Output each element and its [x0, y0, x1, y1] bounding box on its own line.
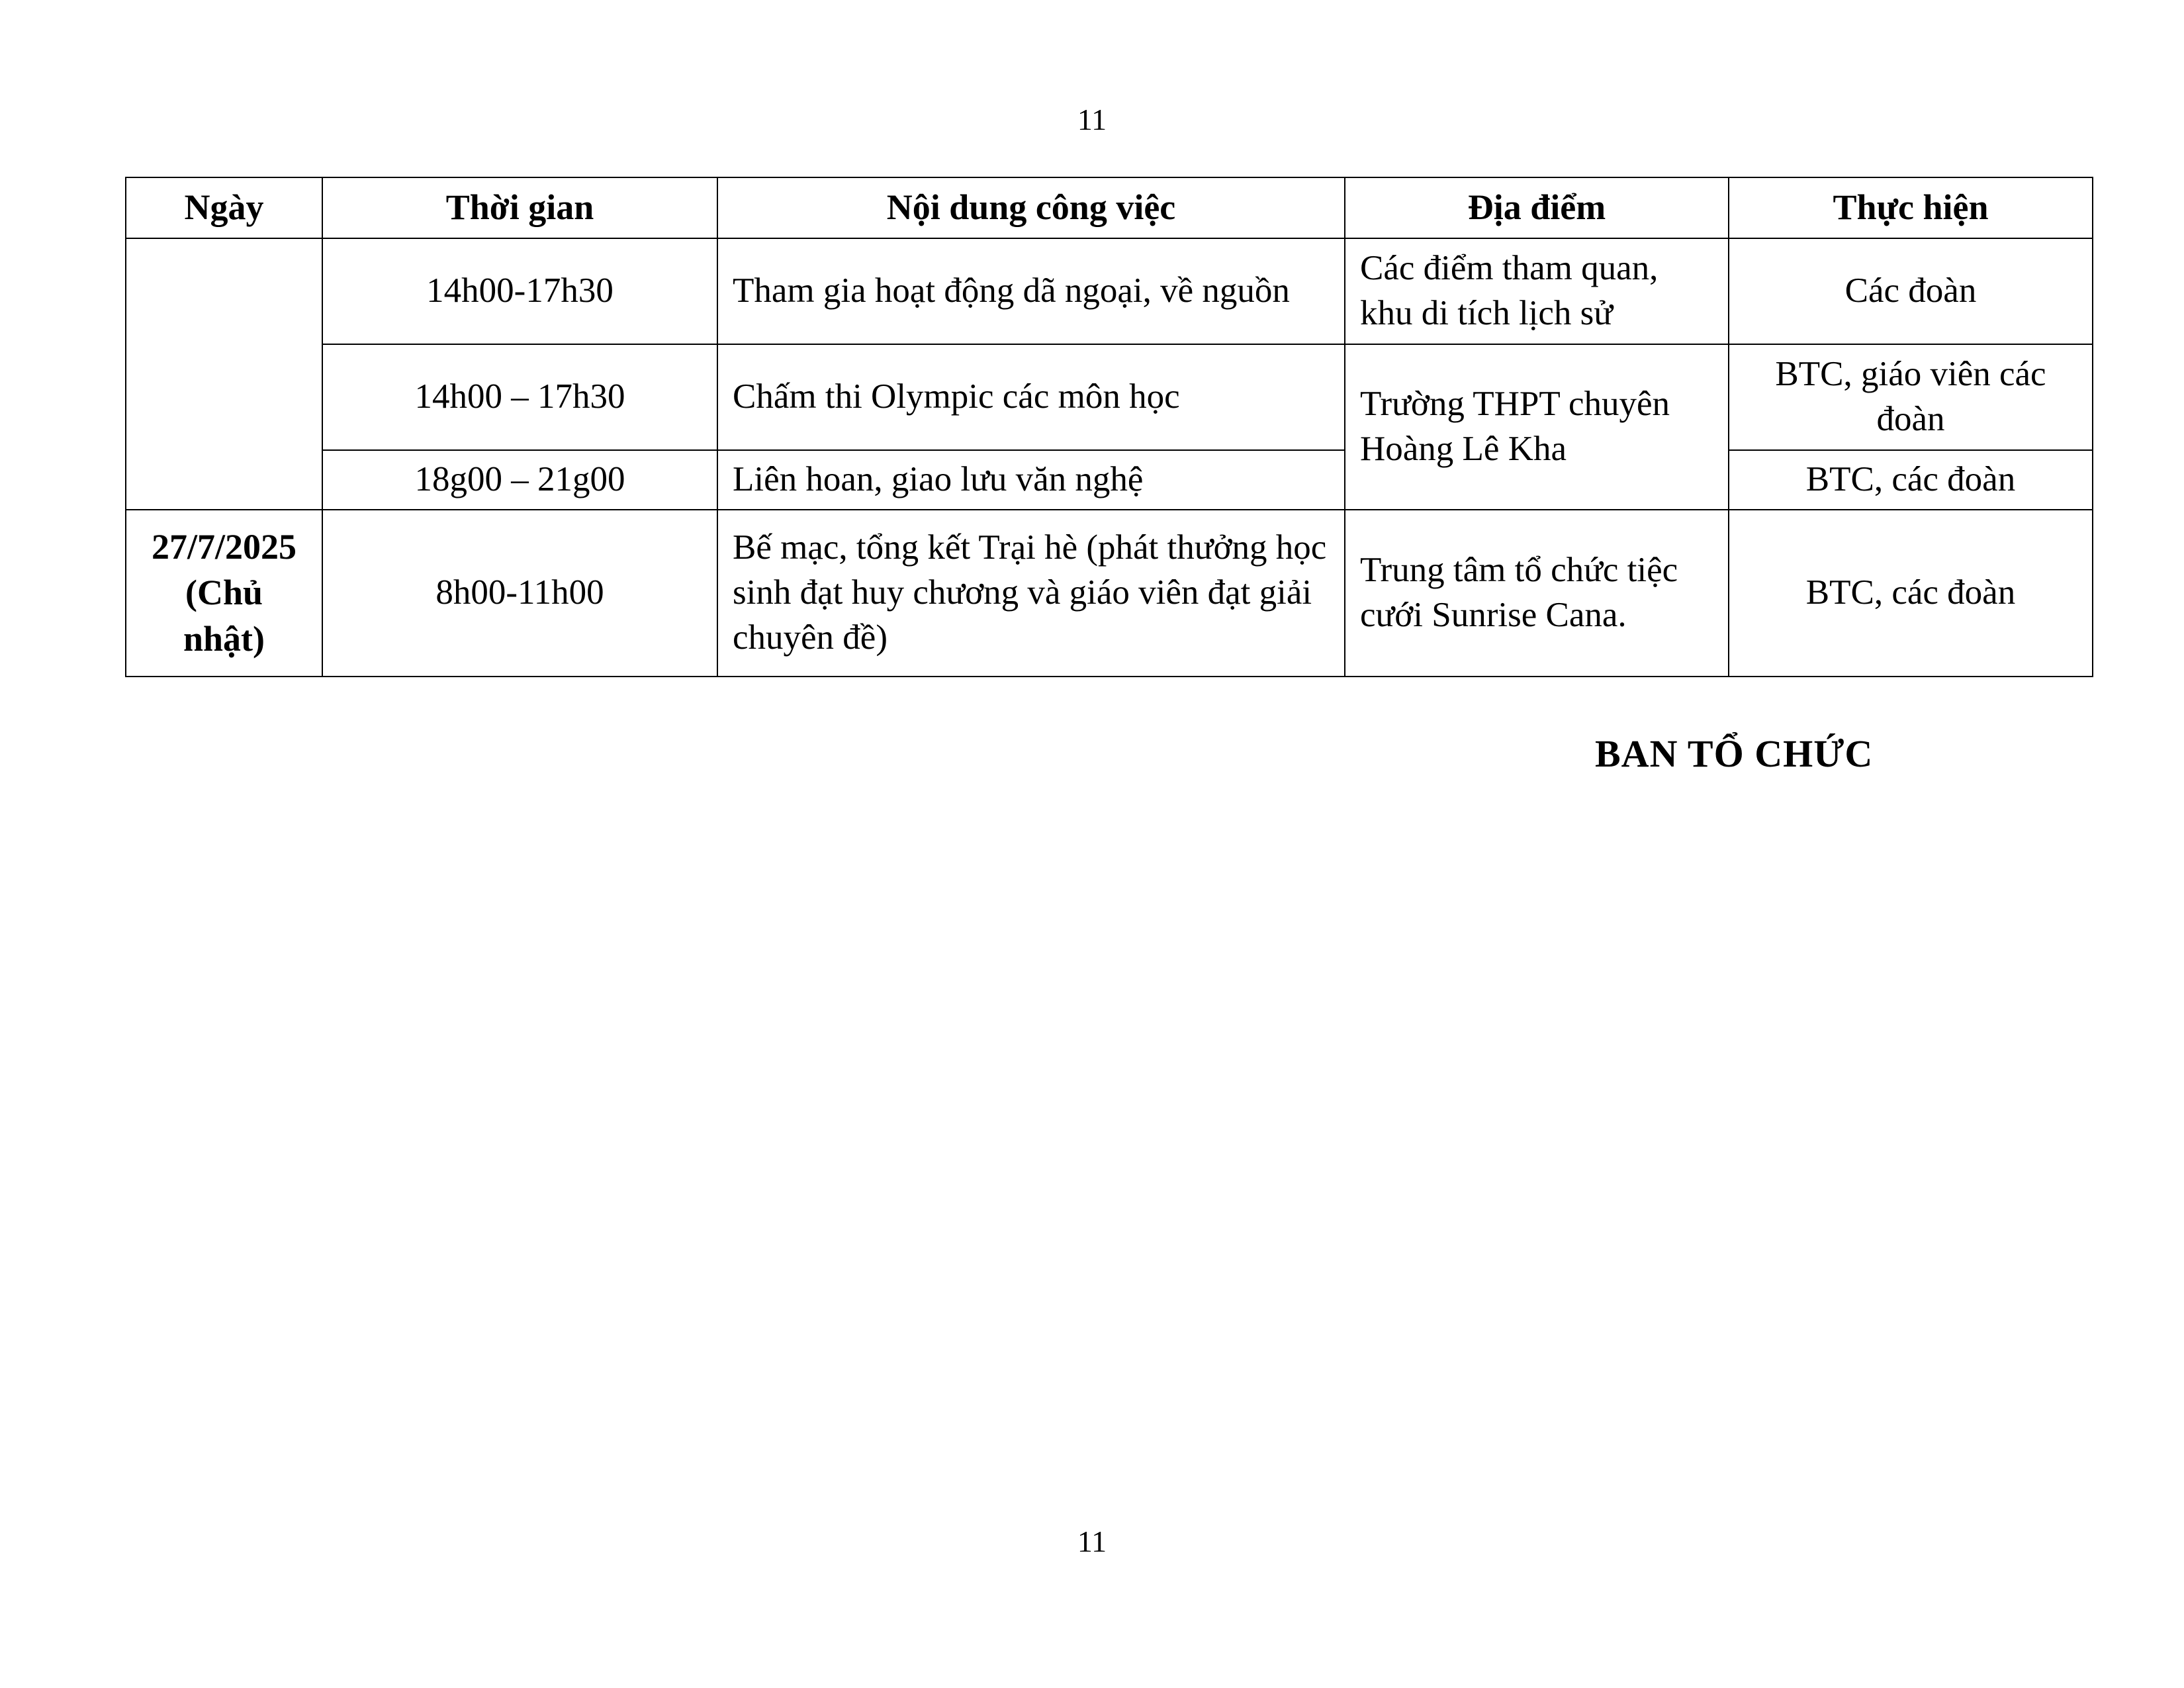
- date-cell: 27/7/2025 (Chủ nhật): [126, 510, 322, 677]
- content-cell: Chấm thi Olympic các môn học: [717, 344, 1345, 450]
- header-ngay: Ngày: [126, 177, 322, 238]
- performer-cell: BTC, các đoàn: [1729, 510, 2093, 677]
- table-row: [126, 238, 2093, 344]
- performer-cell: Các đoàn: [1729, 238, 2093, 344]
- venue-cell: Trung tâm tổ chức tiệc cưới Sunrise Cana.: [1345, 510, 1729, 677]
- header-thoi-gian: Thời gian: [322, 177, 717, 238]
- performer-cell: BTC, các đoàn: [1729, 450, 2093, 510]
- date-cell-empty: [126, 238, 322, 510]
- time-cell: 14h00-17h30: [322, 238, 717, 344]
- content-cell: Bế mạc, tổng kết Trại hè (phát thưởng học sinh đạt huy chương và giáo viên đạt giải chuyên đề): [717, 510, 1345, 677]
- table-row: [126, 510, 2093, 677]
- time-cell: 8h00-11h00: [322, 510, 717, 677]
- header-noi-dung: Nội dung công việc: [717, 177, 1345, 238]
- page-number-top: 11: [1077, 103, 1107, 136]
- venue-cell: Các điểm tham quan, khu di tích lịch sử: [1345, 238, 1729, 344]
- time-cell: 14h00 – 17h30: [322, 344, 717, 450]
- table-row: [126, 450, 2093, 510]
- content-cell: Liên hoan, giao lưu văn nghệ: [717, 450, 1345, 510]
- table-header-row: [126, 177, 2093, 238]
- venue-cell: Trường THPT chuyên Hoàng Lê Kha: [1345, 344, 1729, 510]
- page-number-bottom: 11: [1077, 1524, 1107, 1558]
- performer-cell: BTC, giáo viên các đoàn: [1729, 344, 2093, 450]
- header-dia-diem: Địa điểm: [1345, 177, 1729, 238]
- signature-organizing-committee: BAN TỔ CHỨC: [1595, 732, 1874, 775]
- time-cell: 18g00 – 21g00: [322, 450, 717, 510]
- header-thuc-hien: Thực hiện: [1729, 177, 2093, 238]
- content-cell: Tham gia hoạt động dã ngoại, về nguồn: [717, 238, 1345, 344]
- table-row: [126, 344, 2093, 450]
- schedule-table: [125, 177, 2093, 677]
